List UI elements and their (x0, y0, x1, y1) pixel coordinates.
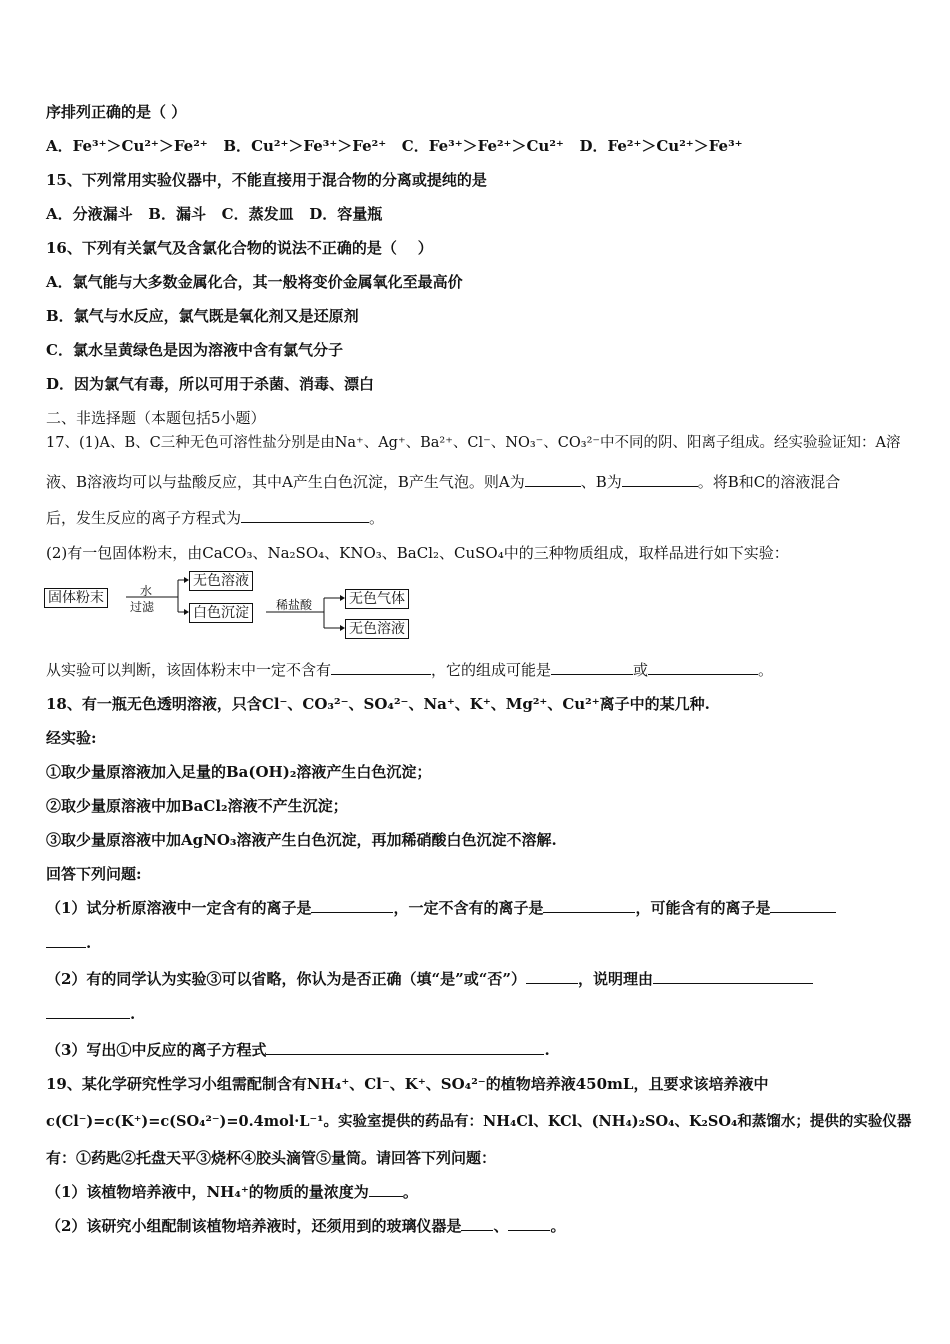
q14-options (46, 136, 743, 156)
q15-options: A．分液漏斗 B．漏斗 C．蒸发皿 D．容量瓶 (46, 205, 383, 223)
q19-sub1 (46, 1182, 418, 1202)
q17-part2-text-b: ，它的组成可能是 (431, 661, 552, 679)
q18-sub2 (46, 969, 813, 989)
q14-option-a-label: A． (46, 137, 73, 155)
q18-sub1-end: . (86, 934, 92, 952)
q18-sub2-text-a: （2）有的同学认为实验③可以省略，你认为是否正确（填“是”或“否”） (46, 970, 526, 988)
answer-blank-absent-ions[interactable] (543, 898, 635, 913)
q16-option-b: B．氯气与水反应，氯气既是氧化剂又是还原剂 (46, 307, 359, 325)
q18-sub3-end: . (544, 1041, 550, 1059)
answer-blank-reason-cont[interactable] (46, 1004, 130, 1019)
q19-sub2-text-b: 、 (493, 1217, 509, 1235)
q14-option-c: Fe³⁺＞Fe²⁺＞Cu²⁺ (428, 137, 564, 155)
answer-blank-glassware-2[interactable] (508, 1216, 550, 1231)
q17-part2-text-a: 从实验可以判断，该固体粉末中一定不含有 (46, 661, 332, 679)
q14-option-b-label: B． (223, 137, 252, 155)
answer-blank-composition-1[interactable] (551, 660, 633, 675)
experiment-flow-diagram (44, 568, 444, 640)
q17-part1-text-c: 。将B和C的溶液混合 (697, 473, 841, 491)
flow-condition-filter: 过滤 (130, 600, 155, 614)
answer-blank-ionic-equation[interactable] (266, 1040, 544, 1055)
answer-blank-reason[interactable] (653, 969, 813, 984)
q17-part1-line3 (46, 508, 384, 528)
answer-blank-glassware-1[interactable] (461, 1216, 493, 1231)
answer-blank-a[interactable] (525, 472, 581, 487)
q19-line3: 有：①药匙②托盘天平③烧杯④胶头滴管⑤量筒。请回答下列问题： (46, 1149, 497, 1167)
q17-part2-line2 (46, 660, 773, 680)
q19-sub2-text-c: 。 (550, 1217, 566, 1235)
q18-sub2-end: . (130, 1005, 136, 1023)
section-heading: 二、非选择题（本题包括5小题） (46, 409, 266, 427)
q17-part2-line1: (2)有一包固体粉末，由CaCO₃、Na₂SO₄、KNO₃、BaCl₂、CuSO₄中的三种物质组成，取样品进行如下实验： (46, 544, 789, 562)
q17-part2-text-d: 。 (758, 661, 774, 679)
q14-option-b: Cu²⁺＞Fe³⁺＞Fe²⁺ (251, 137, 387, 155)
q17-part1-line2 (46, 472, 840, 492)
q18-sub1-continue (46, 933, 91, 953)
flow-start-box: 固体粉末 (44, 588, 108, 608)
q18-sub2-continue (46, 1004, 135, 1024)
answer-blank-composition-2[interactable] (648, 660, 758, 675)
q16-stem: 16、下列有关氯气及含氯化合物的说法不正确的是（ ） (46, 239, 433, 257)
q18-stem: 18、有一瓶无色透明溶液，只含Cl⁻、CO₃²⁻、SO₄²⁻、Na⁺、K⁺、Mg²⁺、Cu²⁺离子中的某几种. (46, 695, 710, 713)
flow-precipitate-box: 白色沉淀 (189, 603, 253, 623)
q19-line2: c(Cl⁻)=c(K⁺)=c(SO₄²⁻)=0.4mol·L⁻¹。实验室提供的药品有：NH₄Cl、KCl、(NH₄)₂SO₄、K₂SO₄和蒸馏水；提供的实验仪器 (46, 1113, 912, 1130)
q17-part1-line1: 17、(1)A、B、C三种无色可溶性盐分别是由Na⁺、Ag⁺、Ba²⁺、Cl⁻、NO₃⁻、CO₃²⁻中不同的阴、阳离子组成。经实验验证知：A溶 (46, 435, 901, 451)
q14-option-d: Fe²⁺＞Cu²⁺＞Fe³⁺ (607, 137, 743, 155)
q18-sub3-text-a: （3）写出①中反应的离子方程式 (46, 1041, 267, 1059)
answer-blank-yes-no[interactable] (526, 969, 578, 984)
answer-blank-equation[interactable] (241, 508, 369, 523)
q15-stem: 15、下列常用实验仪器中，不能直接用于混合物的分离或提纯的是 (46, 171, 487, 189)
q18-sub2-text-b: ，说明理由 (577, 970, 653, 988)
q17-part1-period: 。 (369, 509, 385, 527)
flow-reagent-label: 稀盐酸 (276, 598, 313, 612)
answer-blank-possible-ions-cont[interactable] (46, 933, 86, 948)
q18-sub3 (46, 1040, 550, 1060)
answer-blank-possible-ions[interactable] (770, 898, 836, 913)
flow-solution-box: 无色溶液 (189, 571, 253, 591)
answer-blank-contained-ions[interactable] (311, 898, 393, 913)
answer-blank-not-contained[interactable] (331, 660, 431, 675)
flow-condition-water: 水 (140, 584, 153, 598)
flow-final-solution-box: 无色溶液 (345, 619, 409, 639)
q19-sub2-text-a: （2）该研究小组配制该植物培养液时，还须用到的玻璃仪器是 (46, 1217, 462, 1235)
q18-answer-title: 回答下列问题: (46, 865, 142, 883)
q17-part2-text-c: 或 (633, 661, 649, 679)
q18-sub1-text-b: ，一定不含有的离子是 (393, 899, 544, 917)
q18-exp1: ①取少量原溶液加入足量的Ba(OH)₂溶液产生白色沉淀； (46, 763, 432, 781)
q18-sub1 (46, 898, 836, 918)
q14-option-c-label: C． (401, 137, 429, 155)
q18-sub1-text-c: ，可能含有的离子是 (635, 899, 771, 917)
q14-option-a: Fe³⁺＞Cu²⁺＞Fe²⁺ (72, 137, 208, 155)
q16-option-d: D．因为氯气有毒，所以可用于杀菌、消毒、漂白 (46, 375, 375, 393)
q14-stem-tail: 序排列正确的是（ ） (46, 103, 187, 121)
q18-sub1-text-a: （1）试分析原溶液中一定含有的离子是 (46, 899, 312, 917)
q18-exp2: ②取少量原溶液中加BaCl₂溶液不产生沉淀； (46, 797, 348, 815)
q19-sub2 (46, 1216, 565, 1236)
q19-sub1-text-a: （1）该植物培养液中，NH₄⁺的物质的量浓度为 (46, 1183, 369, 1201)
q18-exp-title: 经实验: (46, 729, 97, 747)
q16-option-a: A．氯气能与大多数金属化合，其一般将变价金属氧化至最高价 (46, 273, 463, 291)
answer-blank-concentration[interactable] (369, 1182, 403, 1197)
q17-part1-text-b: 、B为 (580, 473, 622, 491)
q17-part1-text-d: 后，发生反应的离子方程式为 (46, 509, 242, 527)
q16-option-c: C．氯水呈黄绿色是因为溶液中含有氯气分子 (46, 341, 343, 359)
q18-exp3: ③取少量原溶液中加AgNO₃溶液产生白色沉淀，再加稀硝酸白色沉淀不溶解. (46, 831, 557, 849)
flow-gas-box: 无色气体 (345, 589, 409, 609)
answer-blank-b[interactable] (622, 472, 698, 487)
q17-part1-text-a: 液、B溶液均可以与盐酸反应，其中A产生白色沉淀，B产生气泡。则A为 (46, 473, 525, 491)
q19-line1: 19、某化学研究性学习小组需配制含有NH₄⁺、Cl⁻、K⁺、SO₄²⁻的植物培养液450mL，且要求该培养液中 (46, 1075, 769, 1093)
q14-option-d-label: D． (579, 137, 608, 155)
q19-sub1-text-b: 。 (402, 1183, 418, 1201)
